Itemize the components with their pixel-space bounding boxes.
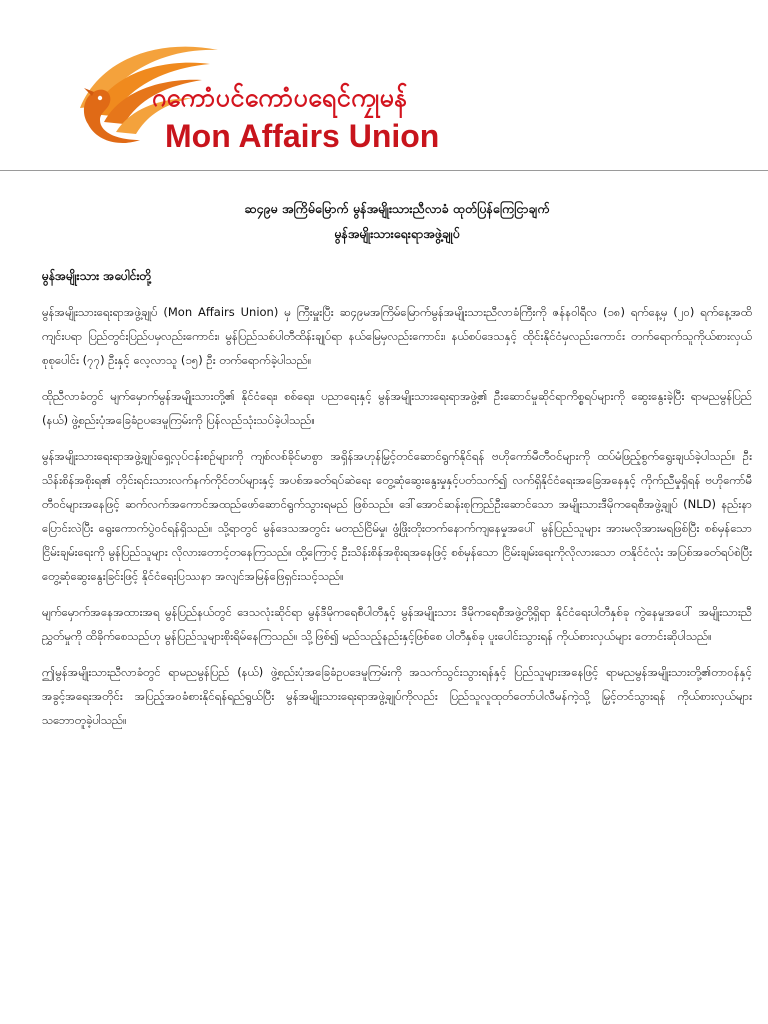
org-name-mon: ဂကောံပင်ကောံပရေင်ကၠုမန် bbox=[152, 83, 408, 112]
paragraph-3: မွန်အမျိုးသားရေးရာအဖွဲ့ချုပ်ရှေ့လုပ်ငန်းစဉ်များကို ကျစ်လစ်ခိုင်မာစွာ အရှိန်အဟုန်မြှင့်တင်ဆောင်ရွက်နိုင်ရန် ဗဟိုကော်မီတီဝင်များကို ထပ်မံဖြည့်စွက်ရွေးချယ်ခဲ့ပါသည်။ ဦးသိန်းစိန်အစိုးရ၏ တိုင်းရင်းသားလက်နက်ကိုင်တပ်များနှင့် အပစ်အခတ်ရပ်ဆဲရေး တွေ့ဆုံဆွေးနွေးမှုနှင့်ပတ်သက်၍ လက်ရှိနိုင်ငံရေးအခြေအနေနှင့် ကိုက်ညီမှုရှိရန် ဗဟိုကော်မီတီဝင်များအနေဖြင့် ဆက်လက်အကောင်အထည်ဖော်ဆောင်ရွက်သွားရမည် ဖြစ်သည်။ ဒေါ်အောင်ဆန်းစုကြည်ဦးဆောင်သော အမျိုးသားဒီမိုကရေစီအဖွဲ့ချုပ် (NLD) နည်းနာ ပြောင်းလဲပြီး ရွေးကောက်ပွဲဝင်ရန်ရှိသည်။ သို့ရာတွင် မွန်ဒေသအတွင်း မတည်ငြိမ်မှု၊ ဖွံ့ဖြိုးတိုးတက်နောက်ကျနေမှုအပေါ် မွန်ပြည်သူများ အားမလိုအားမရဖြစ်ပြီး စစ်မှန်သောငြိမ်းချမ်းရေးကို မွန်ပြည်သူများ လိုလားတောင့်တနေကြသည်။ ထို့ကြောင့် ဦးသိန်းစိန်အစိုးရအနေဖြင့် စစ်မှန်သော ငြိမ်းချမ်းရေးကိုလိုလားသော တနိုင်ငံလုံး အပြစ်အခတ်ရပ်စဲပြီး တွေ့ဆုံဆွေးနွေးခြင်းဖြင့် နိုင်ငံရေးပြဿနာ အလျင်အမြန်ဖြေရှင်းသင့်သည်။ bbox=[42, 449, 752, 583]
paragraph-1: မွန်အမျိုးသားရေးရာအဖွဲ့ချုပ် (Mon Affairs Union) မှ ကြီးမှူးပြီး ဆ၄၉မအကြိမ်မြောက်မွန်အမျိုးသားညီလာခံကြီးကို ဇန်နဝါရီလ (၁၈) ရက်နေ့မှ (၂၀) ရက်နေ့အထိကျင်းပရာ ပြည်တွင်းပြည်ပမှလည်းကောင်း၊ မွန်ပြည်သစ်ပါတီထိန်းချုပ်ရာ နယ်မြေမှလည်းကောင်း၊ နယ်စပ်ဒေသနှင့် ထိုင်းနိုင်ငံမှလည်းကောင်း တက်ရောက်သူကိုယ်စားလှယ်စုစုပေါင်း (၇၇) ဦးနှင့် လေ့လာသူ (၁၅) ဦး တက်ရောက်ခဲ့ပါသည်။ bbox=[42, 305, 752, 367]
statement-issuer: မွန်အမျိုးသားရေးရာအဖွဲ့ချုပ် bbox=[334, 226, 460, 241]
statement-title: ဆ၄၉မ အကြိမ်မြောက် မွန်အမျိုးသားညီလာခံ ထုတ်ပြန်ကြေငြာချက် bbox=[244, 201, 550, 216]
paragraph-4: မျက်မှောက်အနေအထားအရ မွန်ပြည်နယ်တွင် ဒေသလုံးဆိုင်ရာ မွန်ဒီမိုကရေစီပါတီနှင့် မွန်အမျိုးသား ဒီမိုကရေစီအဖွဲ့တို့ရှိရာ နိုင်ငံရေးပါတီနှစ်ခု ကွဲနေမှုအပေါ် အမျိုးသားညီညွှတ်မှုကို ထိခိုက်စေသည်ဟု မွန်ပြည်သူများစိုးရိမ်နေကြသည်။ သို့ဖြစ်၍ မည်သည့်နည်းနှင့်ဖြစ်စေ ပါတီနှစ်ခု ပူးပေါင်းသွားရန် ကိုယ်စားလှယ်များ တောင်းဆိုပါသည်။ bbox=[42, 605, 752, 643]
salutation: မွန်အမျိုးသား အပေါင်းတို့ bbox=[42, 269, 152, 283]
org-name-english: Mon Affairs Union bbox=[165, 118, 440, 154]
letterhead bbox=[0, 0, 768, 172]
paragraph-5: ဤမွန်အမျိုးသားညီလာခံတွင် ရာမညမွန်ပြည် (နယ်) ဖွဲ့စည်းပုံအခြေခံဥပဒေမူကြမ်းကို အသက်သွင်းသွားရန်နှင့် ပြည်သူများအနေဖြင့် ရာမညမွန်အမျိုးသားတို့၏တာဝန်နှင့် အခွင့်အရေးအတိုင်း အပြည့်အဝခံစားနိုင်ရန်ရည်ရွယ်ပြီး မွန်အမျိုးသားရေးရာအဖွဲ့ချုပ်ကိုလည်း ပြည်သူလူထုတ်တော်ပါလီမန်ကဲ့သို့ မြှင့်တင်သွားရန် ကိုယ်စားလှယ်များ သဘောတူခဲ့ပါသည်။ bbox=[42, 665, 752, 727]
header-divider bbox=[0, 170, 768, 171]
statement-body bbox=[42, 196, 752, 744]
paragraph-2: ထိုညီလာခံတွင် မျက်မှောက်မွန်အမျိုးသားတို့၏ နိုင်ငံရေး၊ စစ်ရေး၊ ပညာရေးနှင့် မွန်အမျိုးသားရေးရာအဖွဲ့၏ ဦးဆောင်မှုဆိုင်ရာကိစ္စရပ်များကို ဆွေးနွေးခဲ့ပြီး ရာမညမွန်ပြည် (နယ်) ဖွဲ့စည်းပုံအခြေခံဥပဒေမူကြမ်းကို ပြန်လည်သုံးသပ်ခဲ့ပါသည်။ bbox=[42, 389, 752, 427]
